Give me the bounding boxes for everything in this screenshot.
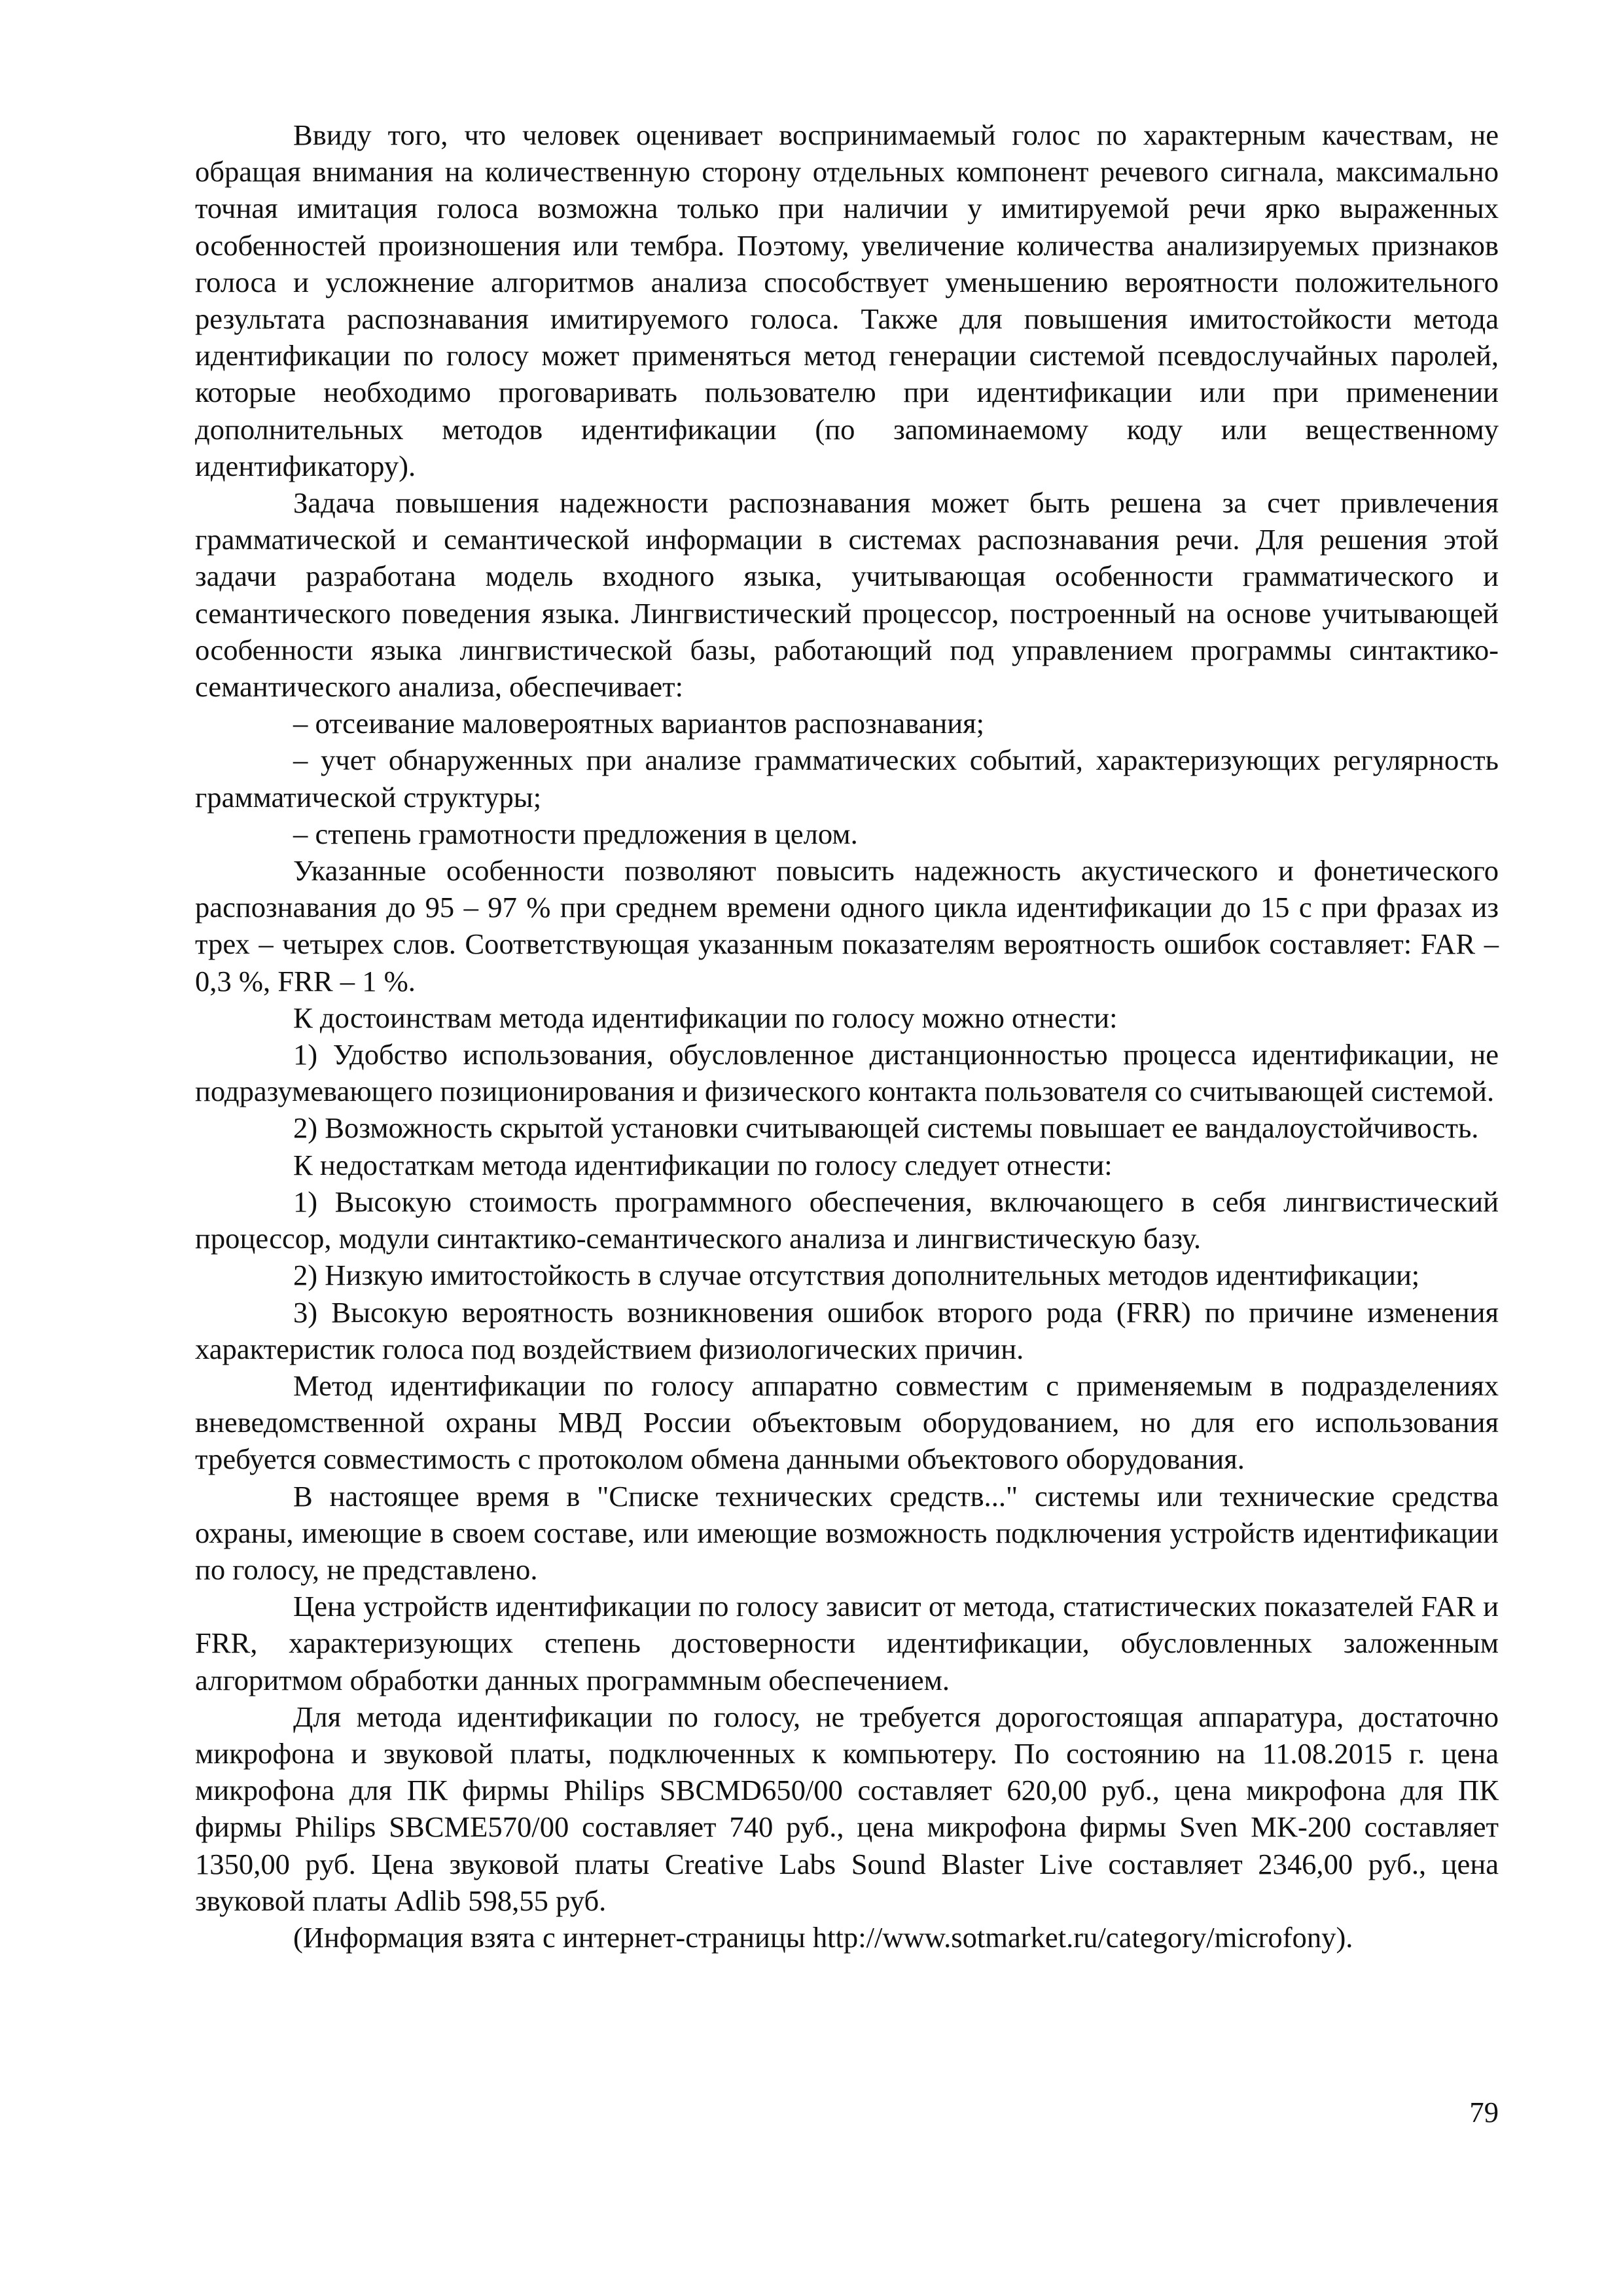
paragraph-advantages-heading: К достоинствам метода идентификации по голосу можно отнести: [293,1001,1118,1034]
list-item-grammar-events: – учет обнаруженных при анализе грамматических событий, характеризующих регулярность грамматической структуры; [195,744,1499,814]
paragraph-reliability-task: Задача повышения надежности распознавания может быть решена за счет привлечения грамматической и семантической информации в системах распознавания речи. Для решения этой задачи разработана модель входного языка, учитывающая особенности грамматического и семантического поведения языка. Лингвистический процессор, построенный на основе учитывающей особенности языка лингвистической базы, работающий под управлением программы синтактико-семантического анализа, обеспечивает: [195,486,1499,704]
paragraph-source-note: (Информация взята с интернет-страницы http://www.sotmarket.ru/category/microfony). [293,1920,1353,1954]
list-item-filtering: – отсеивание маловероятных вариантов распознавания; [293,707,985,740]
paragraph-disadvantages-heading: К недостаткам метода идентификации по голосу следует отнести: [293,1148,1113,1181]
paragraph-voice-imitation: Ввиду того, что человек оценивает воспринимаемый голос по характерным качествам, не обращая внимания на количественную сторону отдельных компонент речевого сигнала, максимально точная имитация голоса возможна только при наличии у имитируемой речи ярко выраженных особенностей произношения или тембра. Поэтому, увеличение количества анализируемых признаков голоса и усложнение алгоритмов анализа способствует уменьшению вероятности положительного результата распознавания имитируемого голоса. Также для повышения имитостойкости метода идентификации по голосу может применяться метод генерации системой псевдослучайных паролей, которые необходимо проговаривать пользователю при идентификации или при применении дополнительных методов идентификации (по запоминаемому коду или вещественному идентификатору). [195,118,1499,482]
list-item-disadvantage-2: 2) Низкую имитостойкость в случае отсутствия дополнительных методов идентификации; [293,1259,1420,1292]
list-item-disadvantage-1: 1) Высокую стоимость программного обеспечения, включающего в себя лингвистический процессор, модули синтактико-семантического анализа и лингвистическую базу. [195,1185,1499,1255]
paragraph-reliability-figures: Указанные особенности позволяют повысить надежность акустического и фонетического распознавания до 95 – 97 % при среднем времени одного цикла идентификации до 15 с при фразах из трех – четырех слов. Соответствующая указанным показателям вероятность ошибок составляет: FAR – 0,3 %, FRR – 1 %. [195,854,1499,997]
paragraph-hardware-prices: Для метода идентификации по голосу, не требуется дорогостоящая аппаратура, достаточно микрофона и звуковой платы, подключенных к компьютеру. По состоянию на 11.08.2015 г. цена микрофона для ПК фирмы Philips SBCMD650/00 составляет 620,00 руб., цена микрофона для ПК фирмы Philips SBCME570/00 составляет 740 руб., цена микрофона фирмы Sven MK-200 составляет 1350,00 руб. Цена звуковой платы Creative Labs Sound Blaster Live составляет 2346,00 руб., цена звуковой платы Adlib 598,55 руб. [195,1700,1499,1917]
paragraph-compatibility: Метод идентификации по голосу аппаратно совместим с применяемым в подразделениях вневедомственной охраны МВД России объектовым оборудованием, но для его использования требуется совместимость с протоколом обмена данными объектового оборудования. [195,1369,1499,1476]
list-item-advantage-1: 1) Удобство использования, обусловленное дистанционностью процесса идентификации, не подразумевающего позиционирования и физического контакта пользователя со считывающей системой. [195,1038,1499,1108]
list-item-literacy: – степень грамотности предложения в целом. [293,817,858,850]
list-item-disadvantage-3: 3) Высокую вероятность возникновения ошибок второго рода (FRR) по причине изменения характеристик голоса под воздействием физиологических причин. [195,1295,1499,1365]
body-text [195,117,1499,1956]
paragraph-price-factors: Цена устройств идентификации по голосу зависит от метода, статистических показателей FAR и FRR, характеризующих степень достоверности идентификации, обусловленных заложенным алгоритмом обработки данных программным обеспечением. [195,1590,1499,1696]
paragraph-registry: В настоящее время в "Списке технических средств..." системы или технические средства охраны, имеющие в своем составе, или имеющие возможность подключения устройств идентификации по голосу, не представлено. [195,1479,1499,1586]
page-number: 79 [1469,2096,1499,2128]
list-item-advantage-2: 2) Возможность скрытой установки считывающей системы повышает ее вандалоустойчивость. [293,1111,1479,1145]
